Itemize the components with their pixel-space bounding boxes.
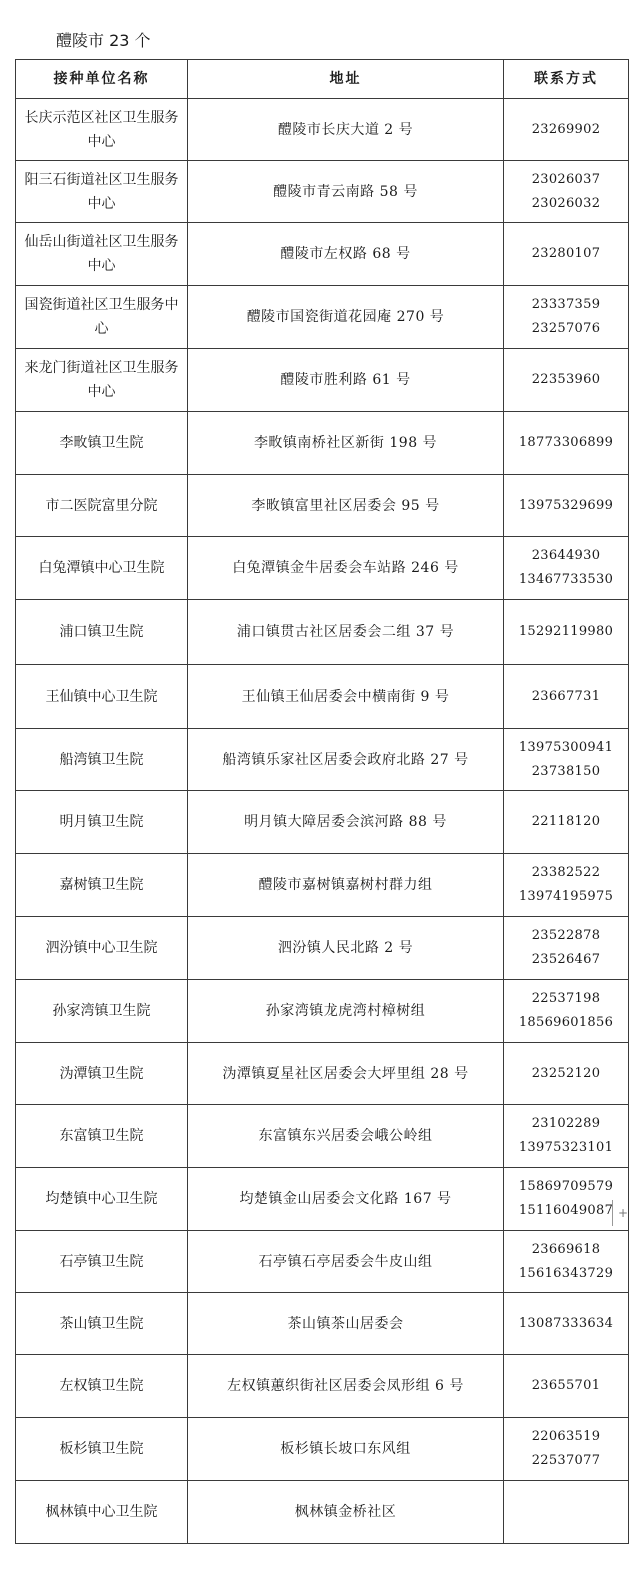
phone-number: 23337359	[531, 297, 601, 312]
phone-number: 23280107	[531, 246, 601, 261]
unit-name-cell: 白兔潭镇中心卫生院	[16, 537, 188, 600]
unit-name-cell: 枫林镇中心卫生院	[16, 1481, 188, 1544]
address-cell: 均楚镇金山居委会文化路 167 号	[188, 1168, 504, 1231]
contact-cell	[504, 99, 629, 161]
table-header-row	[16, 60, 629, 99]
unit-name-cell: 沩潭镇卫生院	[16, 1043, 188, 1105]
table-row	[16, 665, 629, 729]
phone-number: 18773306899	[518, 435, 614, 450]
address-cell: 白兔潭镇金牛居委会车站路 246 号	[188, 537, 504, 600]
unit-name-cell: 板杉镇卫生院	[16, 1418, 188, 1481]
address-cell: 醴陵市嘉树镇嘉树村群力组	[188, 854, 504, 917]
address-cell: 沩潭镇夏星社区居委会大坪里组 28 号	[188, 1043, 504, 1105]
address-cell: 醴陵市国瓷街道花园庵 270 号	[188, 286, 504, 349]
unit-name-cell: 来龙门街道社区卫生服务中心	[16, 349, 188, 412]
table-row	[16, 729, 629, 791]
contact-cell	[504, 729, 629, 791]
table-row	[16, 1231, 629, 1293]
address-cell: 枫林镇金桥社区	[188, 1481, 504, 1544]
phone-number: 15116049087	[518, 1203, 614, 1218]
address-cell: 浦口镇贯古社区居委会二组 37 号	[188, 600, 504, 665]
phone-number: 18569601856	[518, 1015, 614, 1030]
unit-name-cell: 王仙镇中心卫生院	[16, 665, 188, 729]
table-row	[16, 1481, 629, 1544]
phone-number: 23257076	[531, 321, 601, 336]
header-address: 地址	[188, 60, 504, 99]
unit-name-cell: 石亭镇卫生院	[16, 1231, 188, 1293]
contact-cell	[504, 537, 629, 600]
contact-cell	[504, 1293, 629, 1355]
phone-number: 22118120	[531, 814, 601, 829]
unit-name-cell: 茶山镇卫生院	[16, 1293, 188, 1355]
address-cell: 东富镇东兴居委会峨公岭组	[188, 1105, 504, 1168]
phone-number: 23026037	[531, 171, 601, 187]
phone-number: 13467733530	[518, 572, 614, 587]
table-row	[16, 412, 629, 475]
unit-name-cell: 孙家湾镇卫生院	[16, 980, 188, 1043]
vaccination-units-table	[15, 59, 629, 1544]
table-row	[16, 980, 629, 1043]
contact-cell	[504, 1355, 629, 1418]
phone-number: 15869709579	[518, 1179, 614, 1194]
contact-cell	[504, 1043, 629, 1105]
phone-number: 23252120	[531, 1065, 601, 1081]
phone-number: 13975329699	[518, 497, 614, 513]
address-cell: 王仙镇王仙居委会中横南街 9 号	[188, 665, 504, 729]
address-cell: 醴陵市胜利路 61 号	[188, 349, 504, 412]
address-cell: 泗汾镇人民北路 2 号	[188, 917, 504, 980]
contact-cell	[504, 1168, 629, 1231]
contact-cell	[504, 475, 629, 537]
contact-cell	[504, 980, 629, 1043]
phone-number: 15292119980	[518, 624, 614, 639]
table-row	[16, 791, 629, 854]
table-row	[16, 917, 629, 980]
contact-cell	[504, 665, 629, 729]
unit-name-cell: 仙岳山街道社区卫生服务中心	[16, 223, 188, 286]
unit-name-cell: 阳三石街道社区卫生服务中心	[16, 161, 188, 223]
table-row	[16, 1168, 629, 1231]
table-row	[16, 475, 629, 537]
unit-name-cell: 明月镇卫生院	[16, 791, 188, 854]
contact-cell	[504, 286, 629, 349]
address-cell: 明月镇大障居委会滨河路 88 号	[188, 791, 504, 854]
contact-cell	[504, 854, 629, 917]
phone-number: 23669618	[531, 1241, 601, 1257]
phone-number: 23102289	[531, 1116, 601, 1131]
phone-number: 13087333634	[518, 1315, 614, 1331]
contact-cell	[504, 1418, 629, 1481]
unit-name-cell: 长庆示范区社区卫生服务中心	[16, 99, 188, 161]
table-row	[16, 1105, 629, 1168]
phone-number: 22063519	[531, 1429, 601, 1444]
table-row	[16, 600, 629, 665]
address-cell: 石亭镇石亭居委会牛皮山组	[188, 1231, 504, 1293]
address-cell: 板杉镇长坡口东风组	[188, 1418, 504, 1481]
table-row	[16, 1418, 629, 1481]
phone-number: 23522878	[531, 928, 601, 943]
address-cell: 醴陵市青云南路 58 号	[188, 161, 504, 223]
phone-number: 22353960	[531, 372, 601, 387]
page-title: 醴陵市 23 个	[56, 31, 151, 50]
contact-cell	[504, 917, 629, 980]
unit-name-cell: 嘉树镇卫生院	[16, 854, 188, 917]
phone-number: 23269902	[531, 121, 601, 137]
address-cell: 醴陵市左权路 68 号	[188, 223, 504, 286]
phone-number: 23382522	[531, 865, 601, 880]
contact-cell	[504, 1481, 629, 1544]
table-row	[16, 537, 629, 600]
table-row	[16, 854, 629, 917]
unit-name-cell: 均楚镇中心卫生院	[16, 1168, 188, 1231]
phone-number: 22537198	[531, 991, 601, 1006]
table-row	[16, 349, 629, 412]
table-row	[16, 99, 629, 161]
unit-name-cell: 东富镇卫生院	[16, 1105, 188, 1168]
phone-number: 23738150	[531, 763, 601, 779]
address-cell: 孙家湾镇龙虎湾村樟树组	[188, 980, 504, 1043]
contact-cell	[504, 600, 629, 665]
phone-number: 23026032	[531, 195, 601, 211]
contact-cell	[504, 412, 629, 475]
unit-name-cell: 李畋镇卫生院	[16, 412, 188, 475]
phone-number: 13975323101	[518, 1140, 614, 1155]
contact-cell	[504, 223, 629, 286]
table-row	[16, 286, 629, 349]
phone-number: 23667731	[531, 688, 601, 704]
phone-number: 13975300941	[518, 739, 614, 755]
table-row	[16, 1043, 629, 1105]
unit-name-cell: 船湾镇卫生院	[16, 729, 188, 791]
contact-cell	[504, 791, 629, 854]
table-row	[16, 1355, 629, 1418]
table-row	[16, 223, 629, 286]
table-row	[16, 1293, 629, 1355]
unit-name-cell: 左权镇卫生院	[16, 1355, 188, 1418]
phone-number: 13974195975	[518, 889, 614, 904]
unit-name-cell: 市二医院富里分院	[16, 475, 188, 537]
address-cell: 李畋镇富里社区居委会 95 号	[188, 475, 504, 537]
table-row	[16, 161, 629, 223]
address-cell: 左权镇蕙织街社区居委会凤形组 6 号	[188, 1355, 504, 1418]
unit-name-cell: 泗汾镇中心卫生院	[16, 917, 188, 980]
phone-number: 22537077	[531, 1453, 601, 1468]
contact-cell	[504, 349, 629, 412]
address-cell: 李畋镇南桥社区新街 198 号	[188, 412, 504, 475]
address-cell: 船湾镇乐家社区居委会政府北路 27 号	[188, 729, 504, 791]
phone-number: 23644930	[531, 548, 601, 563]
phone-number: 23526467	[531, 952, 601, 967]
address-cell: 茶山镇茶山居委会	[188, 1293, 504, 1355]
phone-number: 15616343729	[518, 1265, 614, 1281]
unit-name-cell: 国瓷街道社区卫生服务中心	[16, 286, 188, 349]
address-cell: 醴陵市长庆大道 2 号	[188, 99, 504, 161]
contact-cell	[504, 1231, 629, 1293]
header-contact: 联系方式	[504, 60, 629, 99]
contact-cell	[504, 1105, 629, 1168]
scroll-marker: +	[612, 1200, 633, 1226]
phone-number: 23655701	[531, 1378, 601, 1393]
contact-cell	[504, 161, 629, 223]
unit-name-cell: 浦口镇卫生院	[16, 600, 188, 665]
header-name: 接种单位名称	[16, 60, 188, 99]
